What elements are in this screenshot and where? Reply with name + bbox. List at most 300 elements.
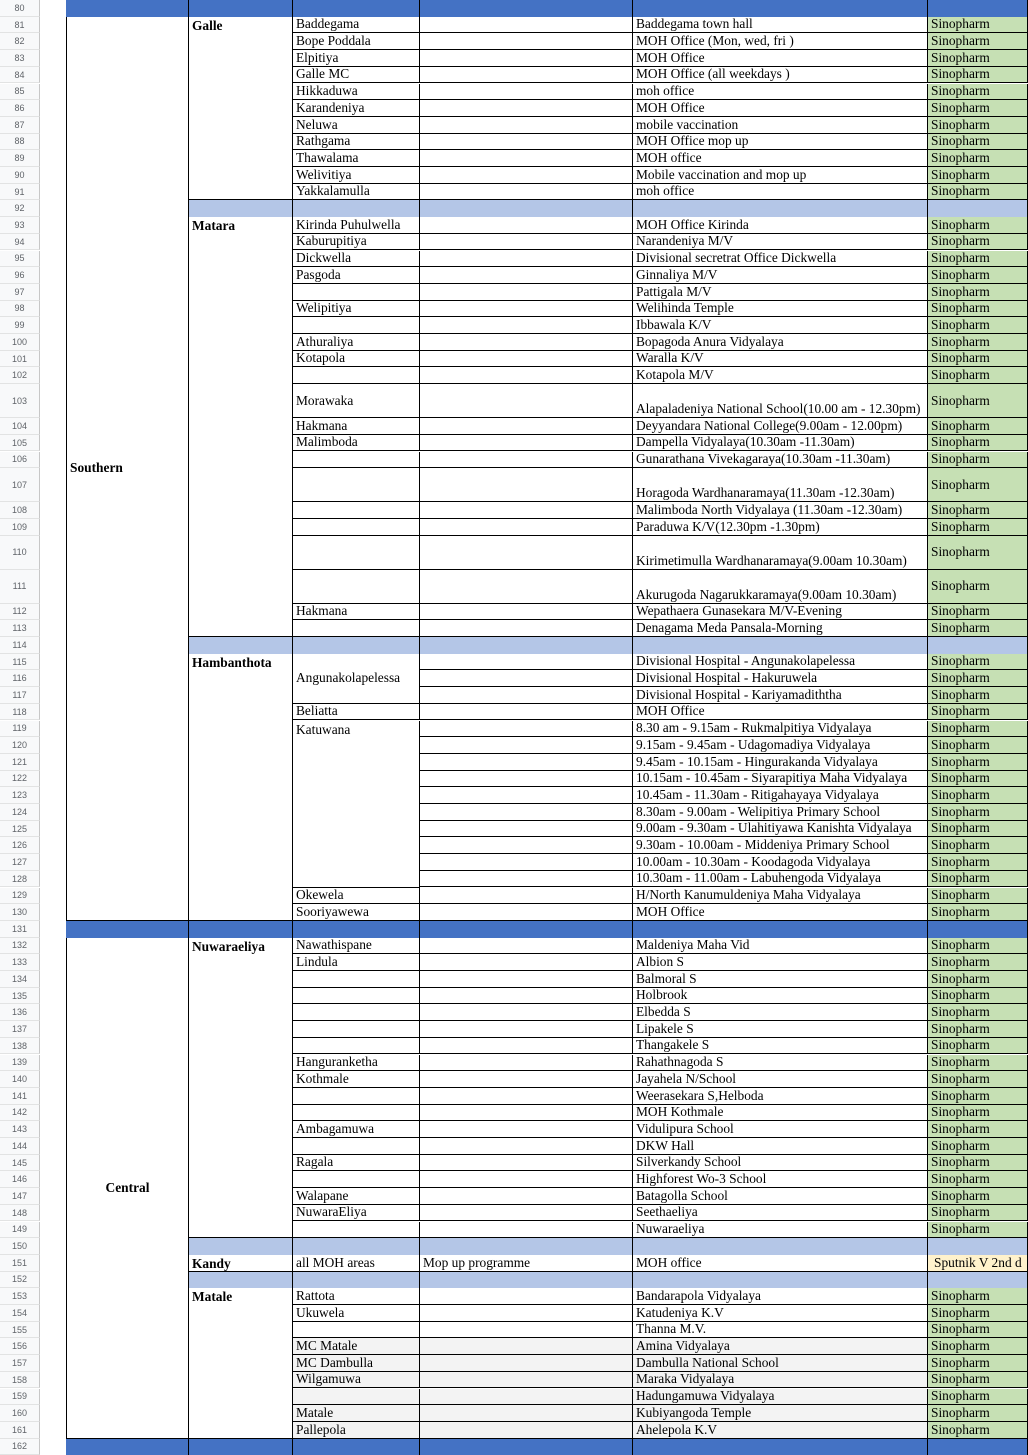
moh-area-cell[interactable]: Pallepola xyxy=(293,1422,420,1439)
vaccine-cell[interactable]: Sinopharm xyxy=(928,1155,1028,1172)
vaccine-cell[interactable]: Sinopharm xyxy=(928,167,1028,184)
row-header[interactable]: 152 xyxy=(0,1272,40,1289)
location-cell[interactable]: Divisional secretrat Office Dickwella xyxy=(633,251,928,268)
vaccine-cell[interactable]: Sinopharm xyxy=(928,134,1028,151)
moh-area-cell[interactable]: Lindula xyxy=(293,954,420,971)
note-cell[interactable] xyxy=(420,301,633,318)
moh-area-cell[interactable]: Dickwella xyxy=(293,251,420,268)
vaccine-cell[interactable]: Sinopharm xyxy=(928,1071,1028,1088)
vaccine-cell[interactable]: Sinopharm xyxy=(928,1021,1028,1038)
district-cell[interactable]: Nuwaraeliya xyxy=(189,938,293,1239)
location-cell[interactable]: MOH Office xyxy=(633,904,928,921)
note-cell[interactable] xyxy=(420,971,633,988)
location-cell[interactable]: Ginnaliya M/V xyxy=(633,267,928,284)
row-header[interactable]: 137 xyxy=(0,1021,40,1038)
note-cell[interactable] xyxy=(420,167,633,184)
vaccine-cell[interactable]: Sinopharm xyxy=(928,1188,1028,1205)
note-cell[interactable] xyxy=(420,620,633,637)
moh-area-cell[interactable]: Kotapola xyxy=(293,351,420,368)
row-header[interactable]: 102 xyxy=(0,367,40,384)
moh-area-cell[interactable] xyxy=(293,502,420,519)
note-cell[interactable] xyxy=(420,1389,633,1406)
row-header[interactable]: 80 xyxy=(0,0,40,17)
row-header[interactable]: 92 xyxy=(0,200,40,217)
row-header[interactable]: 134 xyxy=(0,971,40,988)
note-cell[interactable] xyxy=(420,687,633,704)
moh-area-cell[interactable]: Neluwa xyxy=(293,117,420,134)
vaccine-cell[interactable]: Sinopharm xyxy=(928,687,1028,704)
vaccine-cell[interactable]: Sinopharm xyxy=(928,1405,1028,1422)
moh-area-cell[interactable] xyxy=(293,988,420,1005)
location-cell[interactable]: Waralla K/V xyxy=(633,351,928,368)
row-header[interactable]: 81 xyxy=(0,17,40,34)
vaccine-cell[interactable]: Sinopharm xyxy=(928,217,1028,234)
note-cell[interactable] xyxy=(420,33,633,50)
location-cell[interactable]: moh office xyxy=(633,84,928,101)
row-header[interactable]: 150 xyxy=(0,1238,40,1255)
moh-area-cell[interactable]: Welivitiya xyxy=(293,167,420,184)
location-cell[interactable]: Narandeniya M/V xyxy=(633,234,928,251)
vaccine-cell[interactable]: Sinopharm xyxy=(928,1422,1028,1439)
location-cell[interactable]: Balmoral S xyxy=(633,971,928,988)
note-cell[interactable] xyxy=(420,1205,633,1222)
row-header[interactable]: 157 xyxy=(0,1355,40,1372)
note-cell[interactable] xyxy=(420,1071,633,1088)
moh-area-cell[interactable] xyxy=(293,1038,420,1055)
location-cell[interactable]: Katudeniya K.V xyxy=(633,1305,928,1322)
row-header[interactable]: 143 xyxy=(0,1121,40,1138)
row-header[interactable]: 111 xyxy=(0,570,40,604)
row-header[interactable]: 101 xyxy=(0,351,40,368)
vaccine-cell[interactable]: Sinopharm xyxy=(928,754,1028,771)
vaccine-cell[interactable]: Sinopharm xyxy=(928,971,1028,988)
moh-area-cell[interactable]: Nawathispane xyxy=(293,938,420,955)
vaccine-cell[interactable]: Sinopharm xyxy=(928,1105,1028,1122)
vaccine-cell[interactable]: Sinopharm xyxy=(928,519,1028,536)
vaccine-cell[interactable]: Sinopharm xyxy=(928,1004,1028,1021)
moh-area-cell[interactable]: Ragala xyxy=(293,1155,420,1172)
row-header[interactable]: 106 xyxy=(0,452,40,469)
vaccine-cell[interactable]: Sinopharm xyxy=(928,317,1028,334)
note-cell[interactable] xyxy=(420,1088,633,1105)
row-header[interactable]: 144 xyxy=(0,1138,40,1155)
location-cell[interactable]: Nuwaraeliya xyxy=(633,1222,928,1239)
row-header[interactable]: 129 xyxy=(0,888,40,905)
vaccine-cell[interactable]: Sinopharm xyxy=(928,704,1028,721)
vaccine-cell[interactable]: Sinopharm xyxy=(928,100,1028,117)
location-cell[interactable]: Divisional Hospital - Hakuruwela xyxy=(633,670,928,687)
location-cell[interactable]: Batagolla School xyxy=(633,1188,928,1205)
vaccine-cell[interactable]: Sinopharm xyxy=(928,721,1028,738)
note-cell[interactable] xyxy=(420,1422,633,1439)
moh-area-cell[interactable]: Rathgama xyxy=(293,134,420,151)
note-cell[interactable] xyxy=(420,888,633,905)
district-cell[interactable]: Galle xyxy=(189,17,293,201)
note-cell[interactable] xyxy=(420,117,633,134)
row-header[interactable]: 158 xyxy=(0,1372,40,1389)
note-cell[interactable] xyxy=(420,452,633,469)
vaccine-cell[interactable]: Sinopharm xyxy=(928,536,1028,570)
vaccine-cell[interactable]: Sinopharm xyxy=(928,84,1028,101)
district-cell[interactable]: Kandy xyxy=(189,1255,293,1272)
note-cell[interactable] xyxy=(420,84,633,101)
location-cell[interactable]: 10.45am - 11.30am - Ritigahayaya Vidyalaya xyxy=(633,787,928,804)
location-cell[interactable]: H/North Kanumuldeniya Maha Vidyalaya xyxy=(633,888,928,905)
location-cell[interactable]: MOH office xyxy=(633,150,928,167)
row-header[interactable]: 100 xyxy=(0,334,40,351)
location-cell[interactable]: 9.00am - 9.30am - Ulahitiyawa Kanishta Vidyalaya xyxy=(633,821,928,838)
row-header[interactable]: 85 xyxy=(0,84,40,101)
row-header[interactable]: 132 xyxy=(0,938,40,955)
row-header[interactable]: 105 xyxy=(0,435,40,452)
note-cell[interactable] xyxy=(420,50,633,67)
row-header[interactable]: 113 xyxy=(0,620,40,637)
vaccine-cell[interactable]: Sinopharm xyxy=(928,871,1028,888)
location-cell[interactable]: MOH Office mop up xyxy=(633,134,928,151)
moh-area-cell[interactable] xyxy=(293,620,420,637)
location-cell[interactable]: Lipakele S xyxy=(633,1021,928,1038)
row-header[interactable]: 162 xyxy=(0,1439,40,1455)
moh-area-cell[interactable]: Elpitiya xyxy=(293,50,420,67)
vaccine-cell[interactable]: Sinopharm xyxy=(928,938,1028,955)
location-cell[interactable]: Malimboda North Vidyalaya (11.30am -12.30am) xyxy=(633,502,928,519)
location-cell[interactable]: 9.15am - 9.45am - Udagomadiya Vidyalaya xyxy=(633,737,928,754)
location-cell[interactable]: Maldeniya Maha Vid xyxy=(633,938,928,955)
moh-area-cell[interactable]: Angunakolapelessa xyxy=(293,654,420,704)
location-cell[interactable]: MOH Office (all weekdays ) xyxy=(633,67,928,84)
row-header[interactable]: 108 xyxy=(0,502,40,519)
row-header[interactable]: 154 xyxy=(0,1305,40,1322)
row-header[interactable]: 96 xyxy=(0,267,40,284)
moh-area-cell[interactable] xyxy=(293,284,420,301)
location-cell[interactable]: Rahathnagoda S xyxy=(633,1055,928,1072)
row-header[interactable]: 138 xyxy=(0,1038,40,1055)
row-header[interactable]: 109 xyxy=(0,519,40,536)
note-cell[interactable] xyxy=(420,1121,633,1138)
row-header[interactable]: 120 xyxy=(0,737,40,754)
vaccine-cell[interactable]: Sinopharm xyxy=(928,670,1028,687)
vaccine-cell[interactable]: Sinopharm xyxy=(928,351,1028,368)
vaccine-cell[interactable]: Sinopharm xyxy=(928,1055,1028,1072)
note-cell[interactable] xyxy=(420,1021,633,1038)
note-cell[interactable] xyxy=(420,1038,633,1055)
location-cell[interactable]: DKW Hall xyxy=(633,1138,928,1155)
vaccine-cell[interactable]: Sinopharm xyxy=(928,234,1028,251)
moh-area-cell[interactable]: Hakmana xyxy=(293,604,420,621)
note-cell[interactable] xyxy=(420,435,633,452)
note-cell[interactable] xyxy=(420,654,633,671)
row-header[interactable]: 146 xyxy=(0,1171,40,1188)
location-cell[interactable]: Holbrook xyxy=(633,988,928,1005)
row-header[interactable]: 83 xyxy=(0,50,40,67)
note-cell[interactable] xyxy=(420,217,633,234)
row-header[interactable]: 104 xyxy=(0,418,40,435)
moh-area-cell[interactable] xyxy=(293,468,420,502)
moh-area-cell[interactable]: Ukuwela xyxy=(293,1305,420,1322)
note-cell[interactable] xyxy=(420,367,633,384)
location-cell[interactable]: moh office xyxy=(633,184,928,201)
note-cell[interactable] xyxy=(420,384,633,418)
note-cell[interactable] xyxy=(420,854,633,871)
location-cell[interactable]: Deyyandara National College(9.00am - 12.00pm) xyxy=(633,418,928,435)
location-cell[interactable]: 10.15am - 10.45am - Siyarapitiya Maha Vidyalaya xyxy=(633,771,928,788)
row-header[interactable]: 116 xyxy=(0,670,40,687)
row-header[interactable]: 141 xyxy=(0,1088,40,1105)
vaccine-cell[interactable]: Sinopharm xyxy=(928,1389,1028,1406)
location-cell[interactable]: Jayahela N/School xyxy=(633,1071,928,1088)
location-cell[interactable]: Dambulla National School xyxy=(633,1355,928,1372)
row-header[interactable]: 140 xyxy=(0,1071,40,1088)
note-cell[interactable] xyxy=(420,604,633,621)
vaccine-cell[interactable]: Sinopharm xyxy=(928,184,1028,201)
note-cell[interactable] xyxy=(420,251,633,268)
location-cell[interactable]: Thangakele S xyxy=(633,1038,928,1055)
vaccine-cell[interactable]: Sinopharm xyxy=(928,17,1028,34)
row-header[interactable]: 93 xyxy=(0,217,40,234)
moh-area-cell[interactable] xyxy=(293,1088,420,1105)
location-cell[interactable]: Mobile vaccination and mop up xyxy=(633,167,928,184)
vaccine-cell[interactable]: Sinopharm xyxy=(928,837,1028,854)
row-header[interactable]: 86 xyxy=(0,100,40,117)
row-header[interactable]: 148 xyxy=(0,1205,40,1222)
moh-area-cell[interactable]: all MOH areas xyxy=(293,1255,420,1272)
moh-area-cell[interactable] xyxy=(293,1171,420,1188)
row-header[interactable]: 89 xyxy=(0,150,40,167)
vaccine-cell[interactable]: Sinopharm xyxy=(928,821,1028,838)
moh-area-cell[interactable] xyxy=(293,367,420,384)
row-header[interactable]: 84 xyxy=(0,67,40,84)
note-cell[interactable] xyxy=(420,100,633,117)
row-header[interactable]: 103 xyxy=(0,384,40,418)
location-cell[interactable]: Denagama Meda Pansala-Morning xyxy=(633,620,928,637)
vaccine-cell[interactable]: Sinopharm xyxy=(928,67,1028,84)
note-cell[interactable] xyxy=(420,787,633,804)
row-header[interactable]: 107 xyxy=(0,468,40,502)
vaccine-cell[interactable]: Sinopharm xyxy=(928,367,1028,384)
vaccine-cell[interactable]: Sinopharm xyxy=(928,604,1028,621)
note-cell[interactable] xyxy=(420,317,633,334)
location-cell[interactable]: Alapaladeniya National School(10.00 am - 12.30pm) xyxy=(633,384,928,418)
location-cell[interactable]: Bopagoda Anura Vidyalaya xyxy=(633,334,928,351)
row-header[interactable]: 90 xyxy=(0,167,40,184)
location-cell[interactable]: 8.30 am - 9.15am - Rukmalpitiya Vidyalaya xyxy=(633,721,928,738)
row-header[interactable]: 117 xyxy=(0,687,40,704)
vaccine-cell[interactable]: Sinopharm xyxy=(928,384,1028,418)
note-cell[interactable] xyxy=(420,284,633,301)
vaccine-cell[interactable]: Sinopharm xyxy=(928,1171,1028,1188)
moh-area-cell[interactable]: Hanguranketha xyxy=(293,1055,420,1072)
location-cell[interactable]: Gunarathana Vivekagaraya(10.30am -11.30am) xyxy=(633,452,928,469)
row-header[interactable]: 97 xyxy=(0,284,40,301)
row-header[interactable]: 95 xyxy=(0,251,40,268)
row-header[interactable]: 98 xyxy=(0,301,40,318)
location-cell[interactable]: Divisional Hospital - Kariyamadiththa xyxy=(633,687,928,704)
note-cell[interactable] xyxy=(420,721,633,738)
location-cell[interactable]: Hadungamuwa Vidyalaya xyxy=(633,1389,928,1406)
location-cell[interactable]: Highforest Wo-3 School xyxy=(633,1171,928,1188)
district-cell[interactable]: Hambanthota xyxy=(189,654,293,921)
note-cell[interactable] xyxy=(420,1305,633,1322)
moh-area-cell[interactable] xyxy=(293,536,420,570)
moh-area-cell[interactable]: Rattota xyxy=(293,1288,420,1305)
vaccine-cell[interactable]: Sinopharm xyxy=(928,787,1028,804)
row-header[interactable]: 115 xyxy=(0,654,40,671)
row-header[interactable]: 82 xyxy=(0,33,40,50)
vaccine-cell[interactable]: Sinopharm xyxy=(928,1355,1028,1372)
row-header[interactable]: 99 xyxy=(0,317,40,334)
location-cell[interactable]: Divisional Hospital - Angunakolapelessa xyxy=(633,654,928,671)
vaccine-cell[interactable]: Sinopharm xyxy=(928,1305,1028,1322)
location-cell[interactable]: Paraduwa K/V(12.30pm -1.30pm) xyxy=(633,519,928,536)
location-cell[interactable]: Kubiyangoda Temple xyxy=(633,1405,928,1422)
vaccine-cell[interactable]: Sinopharm xyxy=(928,1121,1028,1138)
moh-area-cell[interactable] xyxy=(293,570,420,604)
vaccine-cell[interactable]: Sinopharm xyxy=(928,50,1028,67)
vaccine-cell[interactable]: Sinopharm xyxy=(928,1088,1028,1105)
note-cell[interactable] xyxy=(420,837,633,854)
note-cell[interactable] xyxy=(420,670,633,687)
row-header[interactable]: 91 xyxy=(0,184,40,201)
row-header[interactable]: 123 xyxy=(0,787,40,804)
note-cell[interactable] xyxy=(420,1222,633,1239)
note-cell[interactable] xyxy=(420,519,633,536)
location-cell[interactable]: Seethaeliya xyxy=(633,1205,928,1222)
location-cell[interactable]: Silverkandy School xyxy=(633,1155,928,1172)
vaccine-cell[interactable]: Sinopharm xyxy=(928,468,1028,502)
vaccine-cell[interactable]: Sinopharm xyxy=(928,1372,1028,1389)
moh-area-cell[interactable] xyxy=(293,1105,420,1122)
row-header[interactable]: 88 xyxy=(0,134,40,151)
vaccine-cell[interactable]: Sinopharm xyxy=(928,1338,1028,1355)
vaccine-cell[interactable]: Sinopharm xyxy=(928,1038,1028,1055)
location-cell[interactable]: 10.30am - 11.00am - Labuhengoda Vidyalaya xyxy=(633,871,928,888)
moh-area-cell[interactable]: Bope Poddala xyxy=(293,33,420,50)
row-header[interactable]: 94 xyxy=(0,234,40,251)
note-cell[interactable] xyxy=(420,938,633,955)
location-cell[interactable]: Kotapola M/V xyxy=(633,367,928,384)
moh-area-cell[interactable]: Okewela xyxy=(293,888,420,905)
location-cell[interactable]: Akurugoda Nagarukkaramaya(9.00am 10.30am) xyxy=(633,570,928,604)
moh-area-cell[interactable]: Walapane xyxy=(293,1188,420,1205)
row-header[interactable]: 122 xyxy=(0,771,40,788)
location-cell[interactable]: 8.30am - 9.00am - Welipitiya Primary School xyxy=(633,804,928,821)
note-cell[interactable] xyxy=(420,1004,633,1021)
note-cell[interactable] xyxy=(420,570,633,604)
moh-area-cell[interactable]: Wilgamuwa xyxy=(293,1372,420,1389)
location-cell[interactable]: Amina Vidyalaya xyxy=(633,1338,928,1355)
location-cell[interactable]: Albion S xyxy=(633,954,928,971)
location-cell[interactable]: Pattigala M/V xyxy=(633,284,928,301)
moh-area-cell[interactable]: Beliatta xyxy=(293,704,420,721)
vaccine-cell[interactable]: Sinopharm xyxy=(928,267,1028,284)
vaccine-cell[interactable]: Sinopharm xyxy=(928,301,1028,318)
row-header[interactable]: 160 xyxy=(0,1405,40,1422)
moh-area-cell[interactable]: Thawalama xyxy=(293,150,420,167)
moh-area-cell[interactable]: Yakkalamulla xyxy=(293,184,420,201)
moh-area-cell[interactable]: Athuraliya xyxy=(293,334,420,351)
moh-area-cell[interactable]: Matale xyxy=(293,1405,420,1422)
moh-area-cell[interactable]: MC Matale xyxy=(293,1338,420,1355)
moh-area-cell[interactable] xyxy=(293,1322,420,1339)
moh-area-cell[interactable] xyxy=(293,317,420,334)
location-cell[interactable]: Thanna M.V. xyxy=(633,1322,928,1339)
location-cell[interactable]: 9.45am - 10.15am - Hingurakanda Vidyalaya xyxy=(633,754,928,771)
location-cell[interactable]: MOH Office xyxy=(633,50,928,67)
vaccine-cell[interactable]: Sinopharm xyxy=(928,452,1028,469)
row-header[interactable]: 142 xyxy=(0,1105,40,1122)
row-header[interactable]: 145 xyxy=(0,1155,40,1172)
moh-area-cell[interactable]: Morawaka xyxy=(293,384,420,418)
location-cell[interactable]: Kirimetimulla Wardhanaramaya(9.00am 10.30am) xyxy=(633,536,928,570)
row-header[interactable]: 153 xyxy=(0,1288,40,1305)
vaccine-cell[interactable]: Sinopharm xyxy=(928,854,1028,871)
note-cell[interactable] xyxy=(420,1372,633,1389)
moh-area-cell[interactable]: Katuwana xyxy=(293,721,420,888)
province-cell[interactable]: Southern xyxy=(66,17,189,921)
row-header[interactable]: 149 xyxy=(0,1222,40,1239)
row-header[interactable]: 139 xyxy=(0,1055,40,1072)
location-cell[interactable]: MOH Office Kirinda xyxy=(633,217,928,234)
note-cell[interactable] xyxy=(420,67,633,84)
note-cell[interactable] xyxy=(420,754,633,771)
moh-area-cell[interactable]: Pasgoda xyxy=(293,267,420,284)
note-cell[interactable] xyxy=(420,502,633,519)
moh-area-cell[interactable]: NuwaraEliya xyxy=(293,1205,420,1222)
note-cell[interactable] xyxy=(420,150,633,167)
note-cell[interactable] xyxy=(420,134,633,151)
vaccine-cell[interactable]: Sinopharm xyxy=(928,888,1028,905)
row-header[interactable]: 135 xyxy=(0,988,40,1005)
vaccine-cell[interactable]: Sinopharm xyxy=(928,804,1028,821)
vaccine-cell[interactable]: Sinopharm xyxy=(928,570,1028,604)
note-cell[interactable] xyxy=(420,821,633,838)
vaccine-cell[interactable]: Sinopharm xyxy=(928,435,1028,452)
moh-area-cell[interactable]: Hakmana xyxy=(293,418,420,435)
row-header[interactable]: 126 xyxy=(0,837,40,854)
note-cell[interactable] xyxy=(420,804,633,821)
note-cell[interactable] xyxy=(420,737,633,754)
location-cell[interactable]: Vidulipura School xyxy=(633,1121,928,1138)
note-cell[interactable] xyxy=(420,334,633,351)
location-cell[interactable]: MOH Office xyxy=(633,100,928,117)
vaccine-cell[interactable]: Sinopharm xyxy=(928,654,1028,671)
note-cell[interactable] xyxy=(420,1155,633,1172)
location-cell[interactable]: MOH Office xyxy=(633,704,928,721)
row-header[interactable]: 118 xyxy=(0,704,40,721)
province-cell[interactable]: Central xyxy=(66,938,189,1439)
vaccine-cell[interactable]: Sinopharm xyxy=(928,1205,1028,1222)
note-cell[interactable] xyxy=(420,1055,633,1072)
location-cell[interactable]: 10.00am - 10.30am - Koodagoda Vidyalaya xyxy=(633,854,928,871)
location-cell[interactable]: MOH office xyxy=(633,1255,928,1272)
note-cell[interactable] xyxy=(420,267,633,284)
row-header[interactable]: 156 xyxy=(0,1338,40,1355)
row-header[interactable]: 119 xyxy=(0,721,40,738)
location-cell[interactable]: Baddegama town hall xyxy=(633,17,928,34)
note-cell[interactable] xyxy=(420,1405,633,1422)
moh-area-cell[interactable] xyxy=(293,1389,420,1406)
location-cell[interactable]: 9.30am - 10.00am - Middeniya Primary School xyxy=(633,837,928,854)
row-header[interactable]: 121 xyxy=(0,754,40,771)
row-header[interactable]: 87 xyxy=(0,117,40,134)
moh-area-cell[interactable]: Ambagamuwa xyxy=(293,1121,420,1138)
moh-area-cell[interactable]: Welipitiya xyxy=(293,301,420,318)
location-cell[interactable]: Wepathaera Gunasekara M/V-Evening xyxy=(633,604,928,621)
vaccine-cell[interactable]: Sinopharm xyxy=(928,334,1028,351)
vaccine-cell[interactable]: Sinopharm xyxy=(928,150,1028,167)
note-cell[interactable] xyxy=(420,17,633,34)
row-header[interactable]: 124 xyxy=(0,804,40,821)
